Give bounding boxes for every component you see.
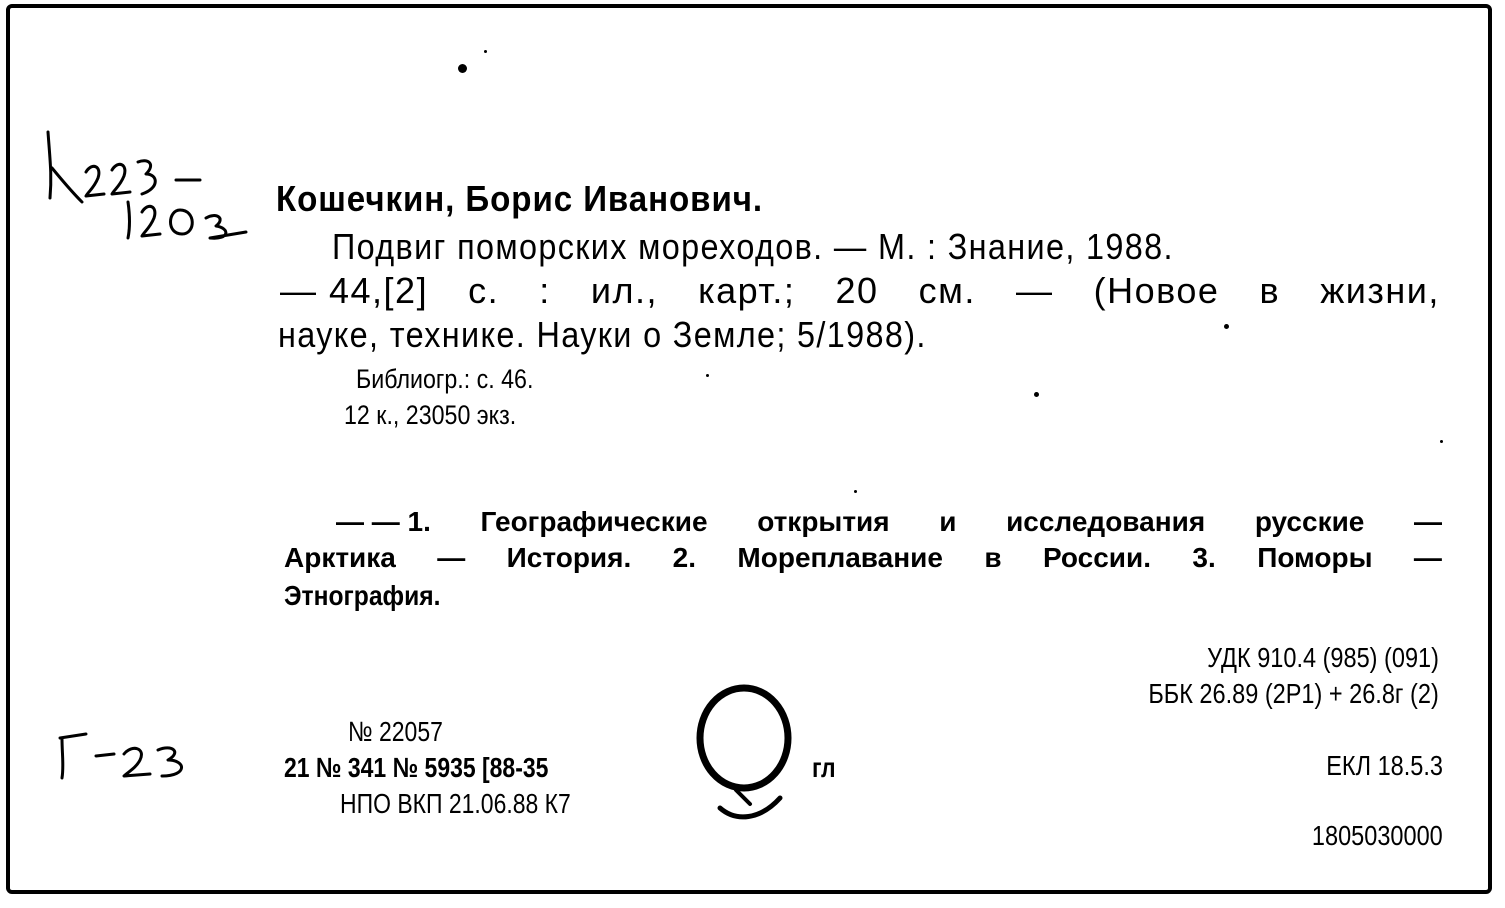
- ekl-index: ЕКЛ 18.5.3: [1326, 750, 1443, 781]
- subject-word: —: [437, 542, 466, 573]
- print-order-line: 21 № 341 № 5935 [88-35: [284, 752, 549, 783]
- price-circulation: 12 к., 23050 экз.: [344, 400, 517, 430]
- speck: [706, 374, 709, 377]
- speck: [1034, 392, 1039, 397]
- subject-word: Арктика: [284, 542, 396, 573]
- title-word: с.: [468, 270, 500, 311]
- card-code: 1805030000: [1312, 820, 1443, 851]
- title-word: см.: [918, 270, 976, 311]
- title-word: —: [1016, 270, 1054, 311]
- subject-word: открытия: [757, 506, 890, 537]
- subject-word: Мореплавание: [737, 542, 943, 573]
- speck: [484, 50, 487, 53]
- udk-index: УДК 910.4 (985) (091): [1207, 642, 1439, 673]
- title-line-1: Подвиг поморских мореходов. — М. : Знание, 1988.: [332, 226, 1174, 267]
- speck: [1224, 324, 1229, 329]
- subject-word: История.: [506, 542, 632, 573]
- title-line-2: [280, 270, 1440, 312]
- subject-word: — — 1.: [336, 506, 431, 537]
- subject-word: русские: [1254, 506, 1365, 537]
- subject-word: Географические: [480, 506, 708, 537]
- subject-word: и: [939, 506, 957, 537]
- title-line-3: науке, технике. Науки о Земле; 5/1988).: [278, 314, 927, 355]
- subject-word: в: [984, 542, 1002, 573]
- speck: [854, 490, 857, 493]
- handwritten-shelf-mark: [50, 720, 220, 790]
- print-number: № 22057: [348, 716, 443, 747]
- subjects-line-2: [284, 542, 1442, 574]
- title-word: жизни,: [1320, 270, 1440, 311]
- print-order-suffix: гл: [812, 752, 836, 783]
- author-heading: Кошечкин, Борис Иванович.: [276, 178, 764, 219]
- title-word: в: [1259, 270, 1281, 311]
- handwritten-call-number: [30, 120, 270, 250]
- bbk-index: ББК 26.89 (2Р1) + 26.8г (2): [1148, 678, 1439, 709]
- subjects-line-3: Этнография.: [284, 580, 441, 611]
- title-word: :: [539, 270, 551, 311]
- subject-word: 2.: [672, 542, 697, 573]
- subject-word: России.: [1042, 542, 1152, 573]
- bibliography-note: Библиогр.: с. 46.: [356, 364, 534, 394]
- printer-line: НПО ВКП 21.06.88 К7: [340, 788, 571, 819]
- title-word: (Новое: [1093, 270, 1220, 311]
- title-word: карт.;: [698, 270, 796, 311]
- subjects-line-1: [336, 506, 1442, 538]
- title-word: — 44,[2]: [280, 270, 429, 311]
- subject-word: —: [1414, 506, 1442, 537]
- subject-word: исследования: [1006, 506, 1206, 537]
- speck: [1440, 440, 1443, 443]
- title-word: ил.,: [590, 270, 659, 311]
- subject-word: Поморы: [1257, 542, 1373, 573]
- subject-word: 3.: [1192, 542, 1216, 573]
- speck: [458, 64, 467, 73]
- subject-word: —: [1413, 542, 1442, 573]
- title-word: 20: [835, 270, 879, 311]
- stamp-loop-mark: [690, 680, 810, 840]
